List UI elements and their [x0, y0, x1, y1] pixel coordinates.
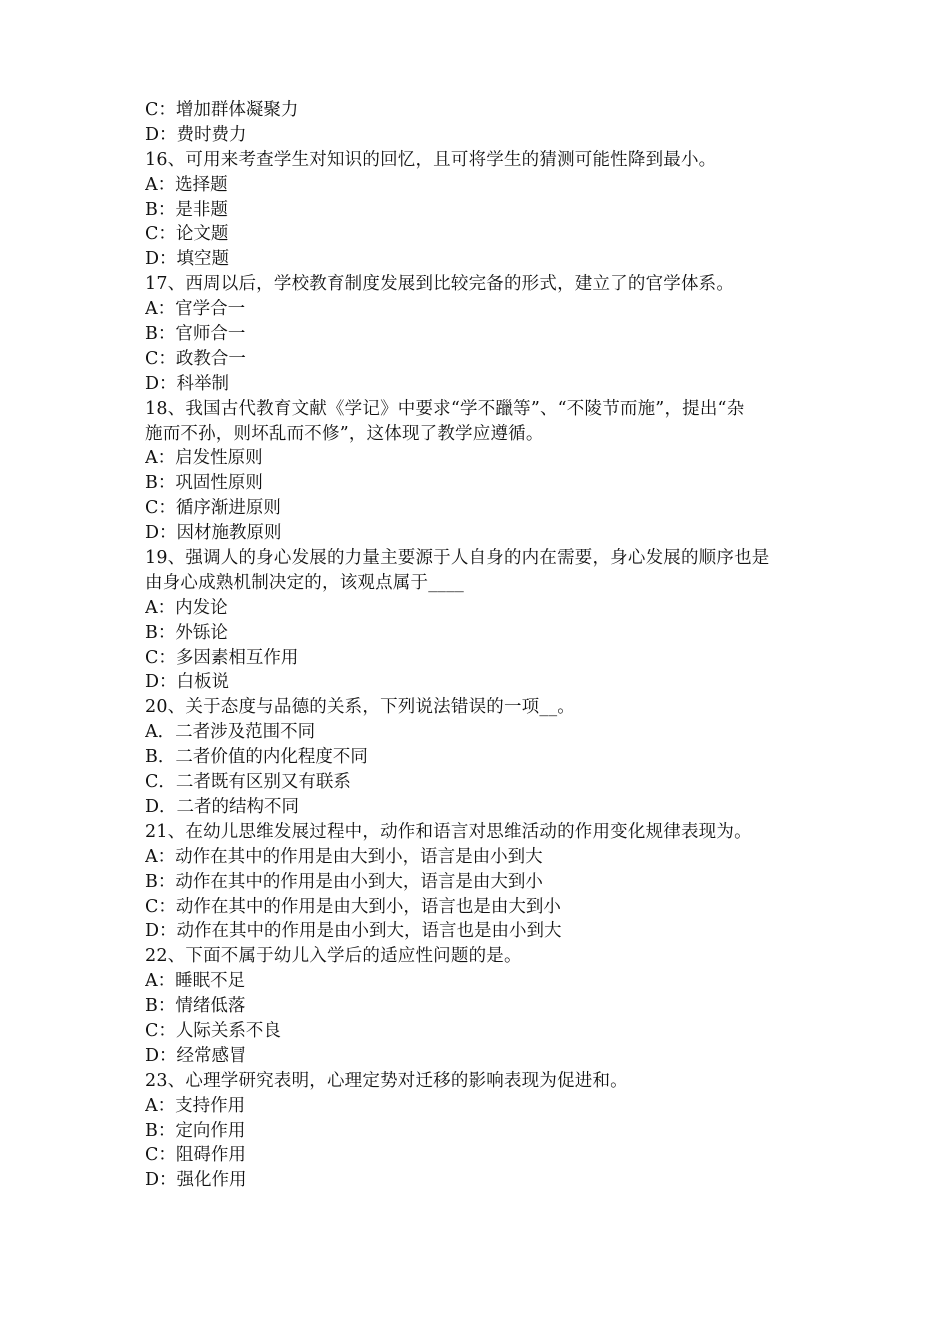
question-line: 21、在幼儿思维发展过程中，动作和语言对思维活动的作用变化规律表现为。: [145, 821, 752, 842]
question-line: 22、下面不属于幼儿入学后的适应性问题的是。: [145, 946, 522, 967]
option-line: B：外铄论: [145, 622, 228, 643]
question-line: 由身心成熟机制决定的，该观点属于____: [145, 572, 464, 593]
question-line: 18、我国古代教育文献《学记》中要求“学不躐等”、“不陵节而施”，提出“杂: [145, 398, 745, 419]
option-line: D：强化作用: [145, 1170, 247, 1191]
question-line: 16、可用来考查学生对知识的回忆，且可将学生的猜测可能性降到最小。: [145, 149, 717, 170]
document-page: [145, 98, 810, 1193]
option-line: A：官学合一: [145, 299, 246, 320]
option-line: C：增加群体凝聚力: [145, 100, 299, 120]
option-line: C：动作在其中的作用是由大到小，语言也是由大到小: [145, 896, 561, 917]
option-line: C：论文题: [145, 224, 229, 245]
option-line: C：政教合一: [145, 348, 246, 369]
option-line: D：费时费力: [145, 124, 247, 145]
question-line: 23、心理学研究表明，心理定势对迁移的影响表现为促进和。: [145, 1070, 628, 1091]
option-line: A：内发论: [145, 597, 228, 618]
option-line: A：启发性原则: [145, 448, 263, 469]
question-line: 17、西周以后，学校教育制度发展到比较完备的形式，建立了的官学体系。: [145, 274, 735, 295]
question-line: 20、关于态度与品德的关系，下列说法错误的一项__。: [145, 697, 575, 718]
option-line: A：睡眠不足: [145, 971, 246, 992]
option-line: C：循序渐进原则: [145, 498, 281, 519]
option-line: B：是非题: [145, 199, 228, 220]
option-line: A：动作在其中的作用是由大到小，语言是由小到大: [145, 846, 543, 867]
option-line: C：阻碍作用: [145, 1145, 246, 1166]
option-line: D．二者的结构不同: [145, 796, 300, 817]
option-line: D：填空题: [145, 249, 230, 270]
option-line: D：经常感冒: [145, 1045, 247, 1066]
option-line: B：官师合一: [145, 324, 246, 345]
option-line: D：科举制: [145, 373, 230, 394]
option-line: B：定向作用: [145, 1120, 246, 1141]
option-line: B：动作在其中的作用是由小到大，语言是由大到小: [145, 871, 543, 892]
option-line: D：因材施教原则: [145, 523, 282, 544]
option-line: A：选择题: [145, 174, 228, 195]
question-line: 19、强调人的身心发展的力量主要源于人自身的内在需要，身心发展的顺序也是: [145, 548, 770, 569]
option-line: C：人际关系不良: [145, 1020, 281, 1041]
option-line: A：支持作用: [145, 1095, 246, 1116]
option-line: C．二者既有区别又有联系: [145, 772, 351, 793]
option-line: B：巩固性原则: [145, 473, 263, 494]
option-line: D：动作在其中的作用是由小到大，语言也是由小到大: [145, 921, 562, 942]
question-line: 施而不孙，则坏乱而不修”，这体现了教学应遵循。: [145, 423, 544, 444]
option-line: B：情绪低落: [145, 996, 246, 1017]
option-line: D：白板说: [145, 672, 230, 693]
option-line: A．二者涉及范围不同: [145, 722, 316, 743]
option-line: C：多因素相互作用: [145, 647, 299, 668]
option-line: B．二者价值的内化程度不同: [145, 747, 368, 768]
